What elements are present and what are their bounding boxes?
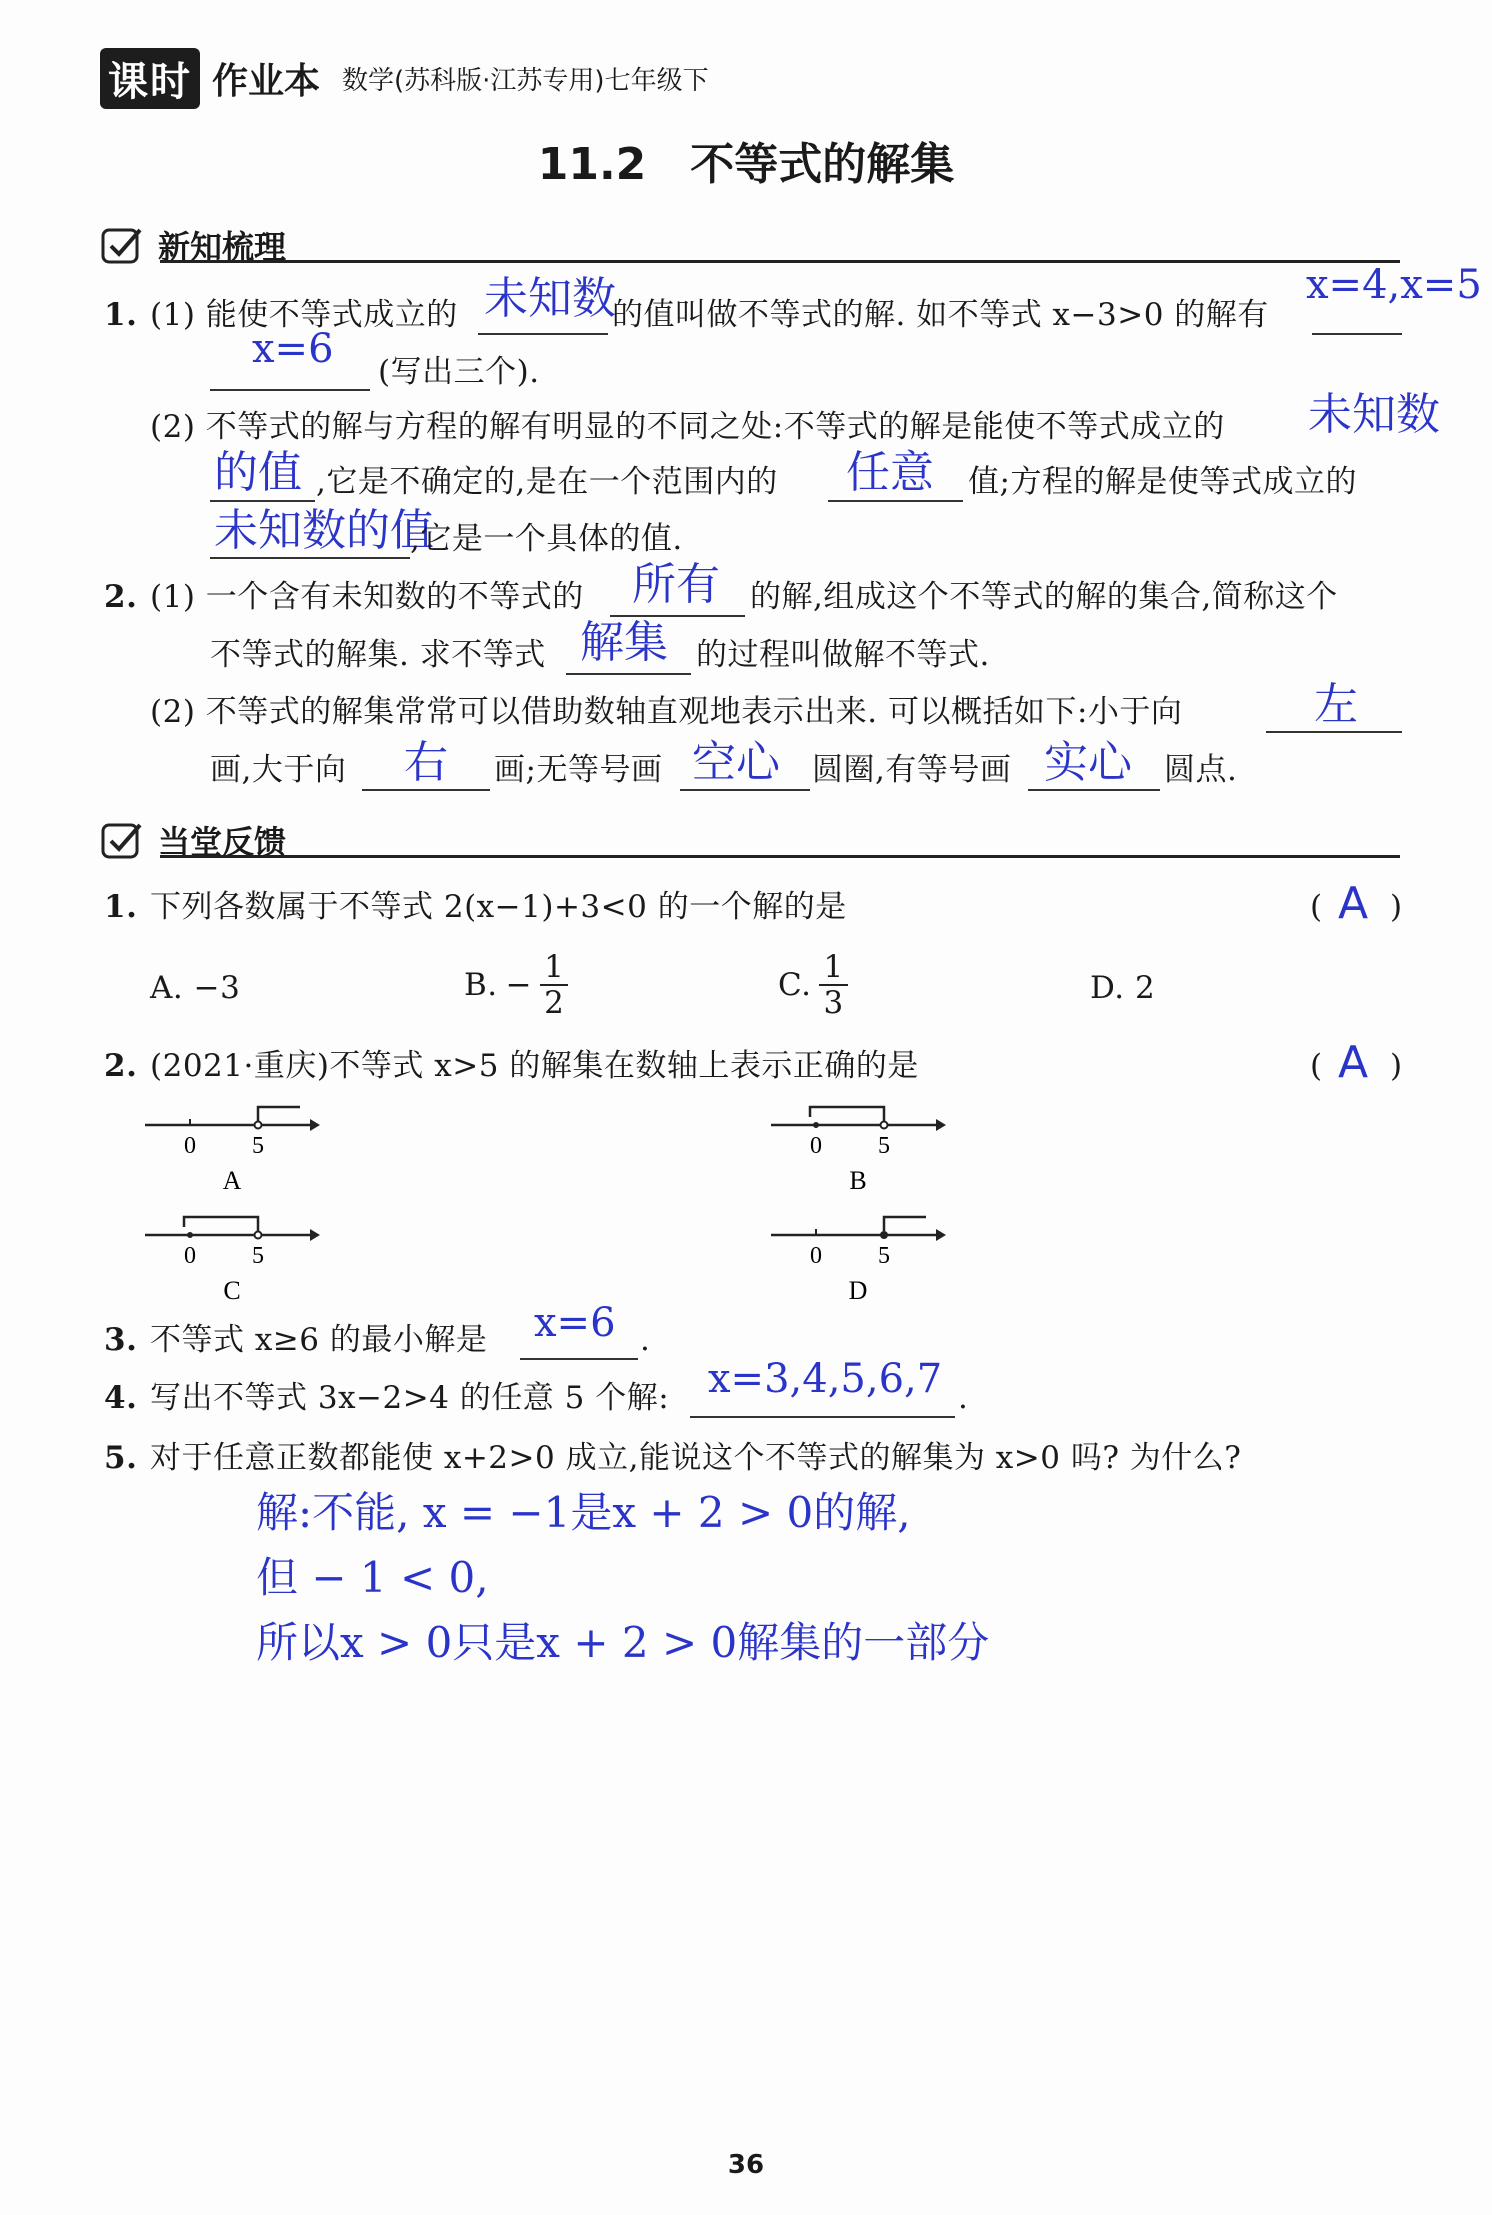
option-d xyxy=(1090,968,1155,1008)
option-label: D xyxy=(848,1276,868,1305)
period: . xyxy=(958,1380,969,1416)
handwritten-answer: 右 xyxy=(404,737,448,788)
question-number: 4. xyxy=(104,1380,138,1416)
tick-label: 0 xyxy=(810,1243,822,1269)
option-label: A xyxy=(222,1166,242,1195)
series-name: 作业本 xyxy=(212,61,321,102)
tick-label: 5 xyxy=(252,1243,264,1269)
option-value: −3 xyxy=(193,970,241,1006)
option-b xyxy=(464,950,568,1020)
fraction xyxy=(540,950,568,1020)
handwritten-answer: 实心 xyxy=(1044,737,1132,788)
blank xyxy=(690,1416,955,1418)
section-divider xyxy=(160,260,1400,263)
blank xyxy=(1312,333,1402,335)
handwritten-choice: A xyxy=(1338,1037,1369,1088)
tick-label: 5 xyxy=(252,1133,264,1159)
question-number: 2. xyxy=(104,1048,138,1084)
q2-2-text-c: 画;无等号画 xyxy=(494,752,663,788)
q1-1-text-c: (写出三个). xyxy=(378,354,540,390)
option-label: B xyxy=(849,1166,867,1195)
q2-1-text-a: (1) 一个含有未知数的不等式的 xyxy=(150,579,584,615)
handwritten-answer: 的值 xyxy=(214,447,302,498)
page-title: 11.2 不等式的解集 xyxy=(537,139,955,190)
option-c xyxy=(778,950,848,1020)
question-text: 下列各数属于不等式 2(x−1)+3<0 的一个解的是 xyxy=(150,889,847,925)
handwritten-answer: 未知数 xyxy=(1308,389,1440,440)
q1-2-text-a: (2) 不等式的解与方程的解有明显的不同之处:不等式的解是能使不等式成立的 xyxy=(150,409,1225,445)
blank xyxy=(210,389,370,391)
checkbox-icon xyxy=(100,819,146,861)
q2-2-text-e: 圆点. xyxy=(1164,752,1238,788)
question-number: 1. xyxy=(104,889,138,925)
period: . xyxy=(640,1322,651,1358)
option-label: B. xyxy=(464,967,498,1003)
answer-paren-close: ) xyxy=(1390,1048,1403,1084)
number-line-b xyxy=(766,1095,966,1195)
handwritten-answer: x=6 xyxy=(534,1300,616,1346)
blank xyxy=(566,673,691,675)
option-label: A. xyxy=(150,970,184,1006)
q2-2-text-d: 圆圈,有等号画 xyxy=(812,752,1012,788)
handwritten-answer: 所有 xyxy=(632,559,720,610)
question-text: 对于任意正数都能使 x+2>0 成立,能说这个不等式的解集为 x>0 吗? 为什么? xyxy=(150,1440,1242,1476)
handwritten-answer: x=3,4,5,6,7 xyxy=(708,1356,943,1402)
question-text: 写出不等式 3x−2>4 的任意 5 个解: xyxy=(150,1380,670,1416)
answer-paren-close: ) xyxy=(1390,889,1403,925)
q2-1-text-d: 的过程叫做解不等式. xyxy=(696,637,990,673)
subject-label: 数学(苏科版·江苏专用)七年级下 xyxy=(342,66,709,96)
tick-label: 0 xyxy=(810,1133,822,1159)
handwritten-answer: 任意 xyxy=(846,447,934,498)
number-line-c xyxy=(140,1205,340,1305)
option-label: C. xyxy=(778,967,812,1003)
numerator: 1 xyxy=(819,950,847,986)
q2-1-text-c: 不等式的解集. 求不等式 xyxy=(210,637,546,673)
q2-1-text-b: 的解,组成这个不等式的解的集合,简称这个 xyxy=(750,579,1338,615)
numerator: 1 xyxy=(540,950,568,986)
handwritten-solution-line: 但 − 1 < 0, xyxy=(256,1553,489,1602)
q2-2-text-b: 画,大于向 xyxy=(210,752,347,788)
blank xyxy=(520,1358,638,1360)
blank xyxy=(828,500,963,502)
question-text: (2021·重庆)不等式 x>5 的解集在数轴上表示正确的是 xyxy=(150,1048,919,1084)
question-number: 2. xyxy=(104,579,138,615)
handwritten-answer: 解集 xyxy=(580,617,668,668)
q1-2-text-d: ,它是一个具体的值. xyxy=(410,521,683,557)
checkbox-icon xyxy=(100,224,146,266)
q1-2-text-b: ,它是不确定的,是在一个范围内的 xyxy=(316,464,778,500)
denominator: 2 xyxy=(544,985,565,1021)
q1-1-text-b: 的值叫做不等式的解. 如不等式 x−3>0 的解有 xyxy=(612,297,1269,333)
question-text: 不等式 x≥6 的最小解是 xyxy=(150,1322,488,1358)
handwritten-answer: x=6 xyxy=(252,326,334,372)
option-label: D. xyxy=(1090,970,1125,1006)
page-header xyxy=(100,48,709,109)
tick-label: 5 xyxy=(878,1133,890,1159)
answer-paren-open: ( xyxy=(1310,889,1323,925)
page-number: 36 xyxy=(727,2150,765,2180)
blank xyxy=(478,333,608,335)
answer-paren-open: ( xyxy=(1310,1048,1323,1084)
q2-2-text-a: (2) 不等式的解集常常可以借助数轴直观地表示出来. 可以概括如下:小于向 xyxy=(150,694,1183,730)
option-value: 2 xyxy=(1134,970,1156,1006)
q1-2-text-c: 值;方程的解是使等式成立的 xyxy=(968,464,1357,500)
handwritten-answer: 空心 xyxy=(692,737,780,788)
question-number: 5. xyxy=(104,1440,138,1476)
handwritten-answer: 未知数的值 xyxy=(214,505,434,556)
number-line-a xyxy=(140,1095,340,1195)
section-title: 新知梳理 xyxy=(158,228,287,266)
handwritten-answer: x=4,x=5 xyxy=(1306,262,1482,308)
tick-label: 0 xyxy=(184,1133,196,1159)
fraction xyxy=(819,950,847,1020)
number-line-d xyxy=(766,1205,966,1305)
handwritten-solution-line: 所以x > 0只是x + 2 > 0解集的一部分 xyxy=(256,1618,990,1667)
option-a xyxy=(150,968,240,1008)
logo: 课时 xyxy=(100,48,200,109)
tick-label: 0 xyxy=(184,1243,196,1269)
section-title: 当堂反馈 xyxy=(158,823,287,861)
section-divider xyxy=(160,855,1400,858)
question-number: 1. xyxy=(104,297,138,333)
handwritten-choice: A xyxy=(1338,878,1369,929)
option-label: C xyxy=(223,1276,241,1305)
handwritten-answer: 未知数 xyxy=(484,273,616,324)
q1-1-text-a: (1) 能使不等式成立的 xyxy=(150,297,458,333)
denominator: 3 xyxy=(823,985,844,1021)
handwritten-answer: 左 xyxy=(1314,679,1358,730)
tick-label: 5 xyxy=(878,1243,890,1269)
handwritten-solution-line: 解:不能, x = −1是x + 2 > 0的解, xyxy=(256,1488,911,1537)
option-sign: − xyxy=(505,967,533,1003)
question-number: 3. xyxy=(104,1322,138,1358)
